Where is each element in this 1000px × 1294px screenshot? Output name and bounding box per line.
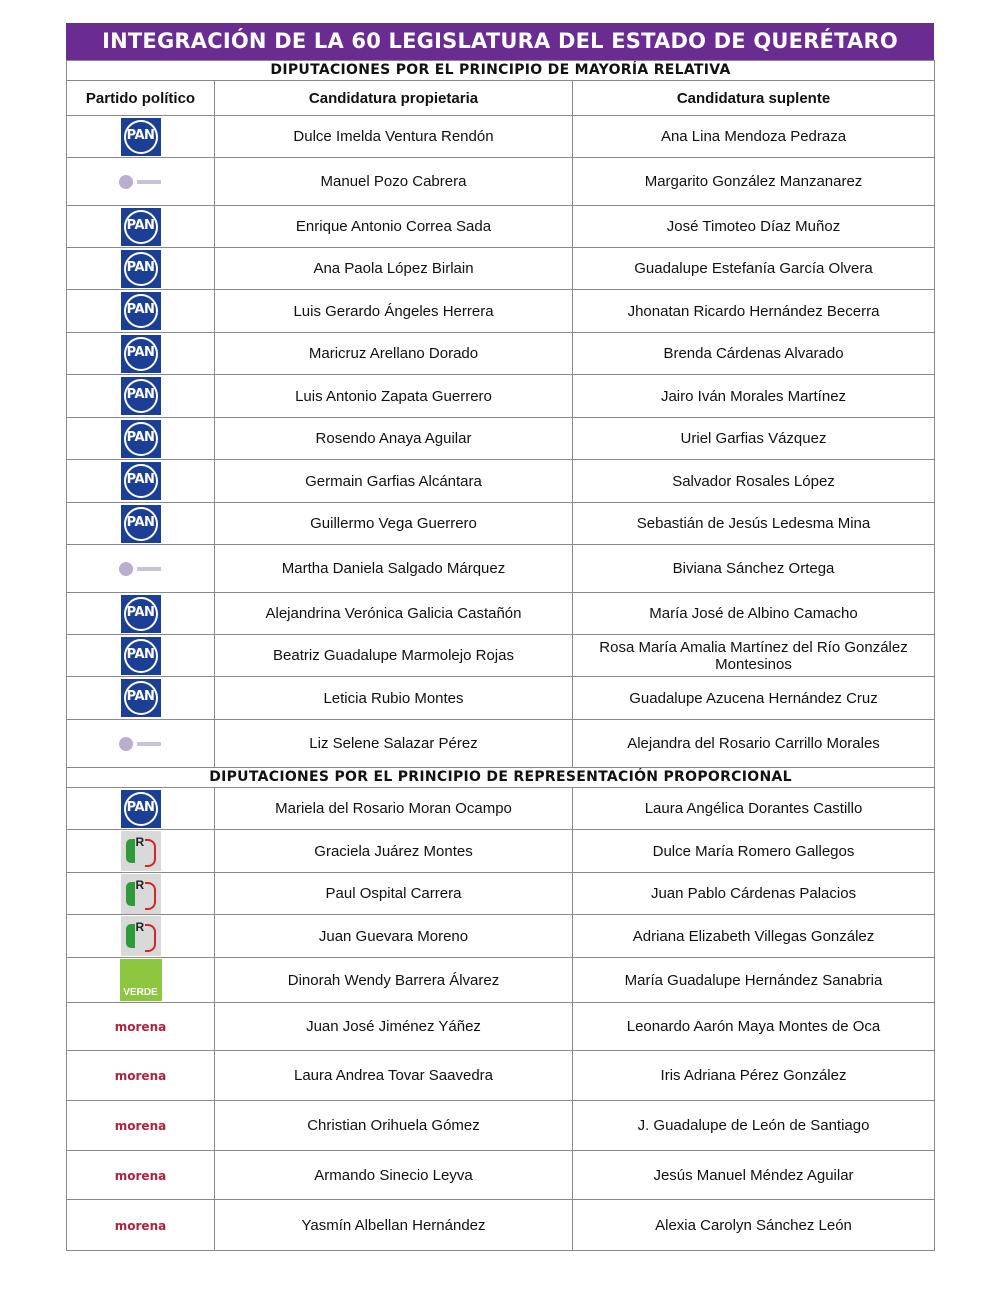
substitute-cell: Juan Pablo Cárdenas Palacios	[573, 873, 935, 915]
table-row	[67, 375, 935, 418]
party-cell	[67, 206, 215, 248]
pan-logo-icon	[121, 790, 161, 828]
pri-logo-icon	[121, 874, 161, 914]
pan-logo-text: PAN	[126, 217, 155, 233]
header-party: Partido político	[67, 81, 215, 116]
owner-cell: Luis Gerardo Ángeles Herrera	[215, 290, 573, 333]
substitute-cell: Brenda Cárdenas Alvarado	[573, 333, 935, 375]
pan-logo-icon	[121, 462, 161, 500]
pri-green-shape	[126, 882, 135, 906]
owner-cell: Juan José Jiménez Yáñez	[215, 1003, 573, 1051]
page-title: INTEGRACIÓN DE LA 60 LEGISLATURA DEL ESTADO DE QUERÉTARO	[66, 23, 934, 60]
pan-logo-icon	[121, 377, 161, 415]
substitute-cell: Rosa María Amalia Martínez del Río González Montesinos	[573, 635, 935, 677]
table-row	[67, 788, 935, 830]
morena-logo-icon: morena	[114, 1119, 167, 1134]
pan-logo-text: PAN	[126, 472, 155, 487]
pan-logo-text: PAN	[126, 344, 155, 360]
owner-cell: Juan Guevara Moreno	[215, 915, 573, 958]
owner-cell: Mariela del Rosario Moran Ocampo	[215, 788, 573, 830]
section-title-rp: DIPUTACIONES POR EL PRINCIPIO DE REPRESENTACIÓN PROPORCIONAL	[67, 768, 935, 788]
owner-cell: Rosendo Anaya Aguilar	[215, 418, 573, 460]
owner-cell: Guillermo Vega Guerrero	[215, 503, 573, 545]
pan-logo-icon	[121, 208, 161, 246]
party-cell	[67, 1101, 215, 1151]
morena-logo-icon: morena	[114, 1020, 167, 1035]
substitute-cell: Leonardo Aarón Maya Montes de Oca	[573, 1003, 935, 1051]
pan-logo-text: PAN	[126, 302, 155, 317]
pan-logo-text: PAN	[126, 514, 155, 530]
substitute-cell: Laura Angélica Dorantes Castillo	[573, 788, 935, 830]
pan-logo-icon	[121, 118, 161, 156]
table-row	[67, 503, 935, 545]
substitute-cell: María Guadalupe Hernández Sanabria	[573, 958, 935, 1003]
table-row	[67, 333, 935, 375]
pri-green-shape	[126, 839, 135, 863]
pan-logo-text: PAN	[126, 646, 155, 662]
pan-logo-icon	[121, 420, 161, 458]
table-row	[67, 1151, 935, 1200]
party-cell	[67, 788, 215, 830]
party-cell	[67, 593, 215, 635]
owner-cell: Ana Paola López Birlain	[215, 248, 573, 290]
substitute-cell: Biviana Sánchez Ortega	[573, 545, 935, 593]
table-row	[67, 206, 935, 248]
pan-logo-icon	[121, 250, 161, 288]
pan-logo-text: PAN	[126, 429, 155, 445]
pan-logo-text: PAN	[126, 604, 155, 620]
substitute-cell: Guadalupe Estefanía García Olvera	[573, 248, 935, 290]
table-row	[67, 593, 935, 635]
owner-cell: Manuel Pozo Cabrera	[215, 158, 573, 206]
party-cell	[67, 460, 215, 503]
pan-logo-text: PAN	[126, 387, 155, 402]
party-cell	[67, 375, 215, 418]
pan-logo-icon	[121, 505, 161, 543]
verde-logo-text: VERDE	[123, 987, 158, 998]
owner-cell: Laura Andrea Tovar Saavedra	[215, 1051, 573, 1101]
owner-cell: Yasmín Albellan Hernández	[215, 1200, 573, 1251]
section-row-rp	[67, 768, 935, 788]
pri-green-shape	[126, 924, 135, 948]
pri-red-shape	[145, 839, 156, 867]
party-cell	[67, 290, 215, 333]
owner-cell: Dinorah Wendy Barrera Álvarez	[215, 958, 573, 1003]
table-row	[67, 915, 935, 958]
substitute-cell: Guadalupe Azucena Hernández Cruz	[573, 677, 935, 720]
substitute-cell: Iris Adriana Pérez González	[573, 1051, 935, 1101]
pri-red-shape	[145, 924, 156, 952]
pan-logo-icon	[121, 595, 161, 633]
substitute-cell: Dulce María Romero Gallegos	[573, 830, 935, 873]
table-row	[67, 418, 935, 460]
pri-logo-letter: R	[135, 877, 145, 892]
substitute-cell: Ana Lina Mendoza Pedraza	[573, 116, 935, 158]
party-cell	[67, 333, 215, 375]
pri-logo-icon	[121, 831, 161, 871]
party-cell	[67, 830, 215, 873]
owner-cell: Martha Daniela Salgado Márquez	[215, 545, 573, 593]
owner-cell: Graciela Juárez Montes	[215, 830, 573, 873]
owner-cell: Leticia Rubio Montes	[215, 677, 573, 720]
pri-logo-letter: R	[135, 920, 145, 934]
substitute-cell: Uriel Garfias Vázquez	[573, 418, 935, 460]
table-row	[67, 116, 935, 158]
owner-cell: Armando Sinecio Leyva	[215, 1151, 573, 1200]
party-cell	[67, 503, 215, 545]
party-cell	[67, 545, 215, 593]
substitute-cell: Jesús Manuel Méndez Aguilar	[573, 1151, 935, 1200]
legislature-sheet	[66, 23, 934, 1251]
section-title-mr: DIPUTACIONES POR EL PRINCIPIO DE MAYORÍA RELATIVA	[67, 61, 935, 81]
table-row	[67, 460, 935, 503]
table-row	[67, 290, 935, 333]
independent-logo-icon	[119, 562, 163, 576]
pan-logo-text: PAN	[126, 127, 155, 143]
table-row	[67, 873, 935, 915]
substitute-cell: María José de Albino Camacho	[573, 593, 935, 635]
party-cell	[67, 116, 215, 158]
pri-logo-letter: R	[135, 835, 145, 849]
owner-cell: Dulce Imelda Ventura Rendón	[215, 116, 573, 158]
party-cell	[67, 635, 215, 677]
header-owner: Candidatura propietaria	[215, 81, 573, 116]
legislature-table	[66, 60, 935, 1251]
party-cell	[67, 1200, 215, 1251]
substitute-cell: Alejandra del Rosario Carrillo Morales	[573, 720, 935, 768]
table-row	[67, 635, 935, 677]
party-cell	[67, 958, 215, 1003]
table-row	[67, 720, 935, 768]
table-row	[67, 1003, 935, 1051]
owner-cell: Maricruz Arellano Dorado	[215, 333, 573, 375]
substitute-cell: Margarito González Manzanarez	[573, 158, 935, 206]
owner-cell: Paul Ospital Carrera	[215, 873, 573, 915]
table-row	[67, 958, 935, 1003]
owner-cell: Christian Orihuela Gómez	[215, 1101, 573, 1151]
table-row	[67, 248, 935, 290]
morena-logo-icon: morena	[114, 1168, 167, 1183]
morena-logo-icon: morena	[114, 1069, 167, 1084]
pan-logo-text: PAN	[126, 259, 155, 275]
owner-cell: Liz Selene Salazar Pérez	[215, 720, 573, 768]
pan-logo-icon	[121, 335, 161, 373]
party-cell	[67, 915, 215, 958]
substitute-cell: Jhonatan Ricardo Hernández Becerra	[573, 290, 935, 333]
substitute-cell: Alexia Carolyn Sánchez León	[573, 1200, 935, 1251]
pri-logo-icon	[121, 916, 161, 956]
owner-cell: Luis Antonio Zapata Guerrero	[215, 375, 573, 418]
substitute-cell: Adriana Elizabeth Villegas González	[573, 915, 935, 958]
substitute-cell: Sebastián de Jesús Ledesma Mina	[573, 503, 935, 545]
substitute-cell: J. Guadalupe de León de Santiago	[573, 1101, 935, 1151]
independent-logo-icon	[119, 175, 163, 189]
pan-logo-text: PAN	[126, 689, 155, 704]
substitute-cell: Jairo Iván Morales Martínez	[573, 375, 935, 418]
party-cell	[67, 677, 215, 720]
party-cell	[67, 720, 215, 768]
table-row	[67, 1051, 935, 1101]
morena-logo-icon: morena	[114, 1218, 167, 1233]
pan-logo-icon	[121, 679, 161, 717]
substitute-cell: Salvador Rosales López	[573, 460, 935, 503]
independent-logo-icon	[119, 737, 163, 751]
header-row	[67, 81, 935, 116]
table-row	[67, 677, 935, 720]
party-cell	[67, 158, 215, 206]
party-cell	[67, 873, 215, 915]
table-row	[67, 158, 935, 206]
owner-cell: Enrique Antonio Correa Sada	[215, 206, 573, 248]
owner-cell: Alejandrina Verónica Galicia Castañón	[215, 593, 573, 635]
table-row	[67, 545, 935, 593]
owner-cell: Germain Garfias Alcántara	[215, 460, 573, 503]
pan-logo-text: PAN	[126, 799, 155, 815]
verde-logo-icon	[120, 959, 162, 1001]
pri-red-shape	[145, 882, 156, 910]
pan-logo-icon	[121, 292, 161, 330]
owner-cell: Beatriz Guadalupe Marmolejo Rojas	[215, 635, 573, 677]
party-cell	[67, 248, 215, 290]
pan-logo-icon	[121, 637, 161, 675]
table-row	[67, 1101, 935, 1151]
party-cell	[67, 1051, 215, 1101]
header-substitute: Candidatura suplente	[573, 81, 935, 116]
table-row	[67, 830, 935, 873]
table-row	[67, 1200, 935, 1251]
party-cell	[67, 1151, 215, 1200]
party-cell	[67, 1003, 215, 1051]
party-cell	[67, 418, 215, 460]
section-row-mr	[67, 61, 935, 81]
substitute-cell: José Timoteo Díaz Muñoz	[573, 206, 935, 248]
